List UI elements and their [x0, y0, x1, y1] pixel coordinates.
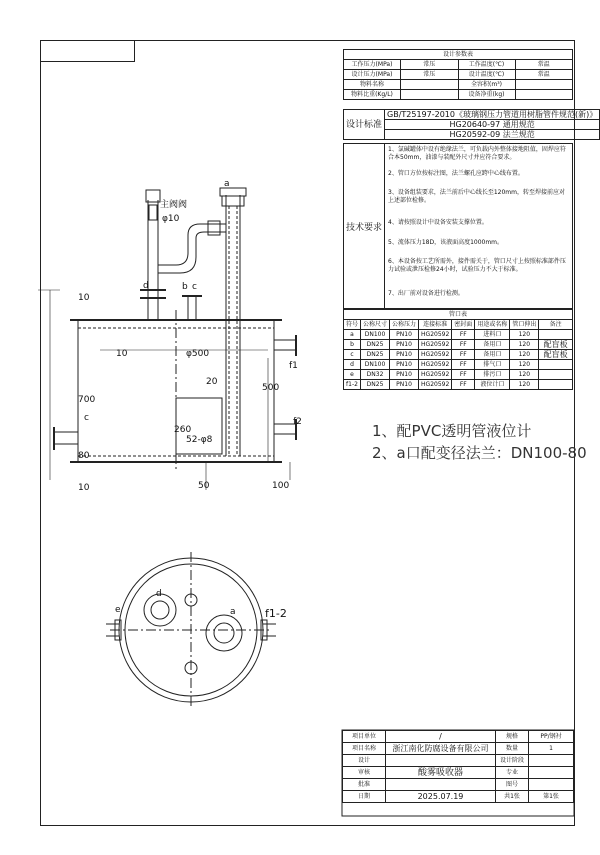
requirement-item: 1、氯碱罐体中设有绝缘法兰，可负载内外整体接地阻值，固焊应符合本50mm，油漆与装配外尺寸并应符合要求。 — [388, 146, 566, 161]
label-f2: f2 — [293, 417, 302, 427]
requirement-item: 5、流体压力18D，该液面高度1000mm。 — [388, 239, 504, 246]
label-d: d — [143, 281, 149, 291]
nozzle-table-header: 符号 公称尺寸 公称压力 连接标准 密封面 用途或名称 管口伸出 备注 — [344, 320, 573, 330]
title-block — [342, 730, 574, 803]
nozzle-table-title: 管口表 — [344, 310, 573, 320]
requirement-item: 4、请按照设计中设备安装支撑位置。 — [388, 219, 488, 226]
plan-nozzle-d-bore — [151, 601, 169, 619]
dim-500: 500 — [262, 383, 280, 393]
plan-nozzle-a — [206, 615, 242, 651]
table-row: 物料比重(Kg/L) 设备净重(kg) — [344, 90, 573, 100]
design-standard-label: 设计标准 — [344, 110, 385, 140]
drawing-date: 2025.07.19 — [386, 791, 496, 803]
table-row: 项目单位 / 规格 PP/钢衬 — [343, 731, 574, 743]
label-c-side: c — [84, 413, 89, 423]
table-row: 日期 2025.07.19 共1张 第1张 — [343, 791, 574, 803]
plan-nozzle-a-bore — [214, 623, 234, 643]
vent-neck — [149, 205, 157, 220]
connector-pipe — [158, 224, 226, 265]
table-row: 物料名称 全容积(m³) — [344, 80, 573, 90]
label-valve: 主阀阀 — [160, 200, 188, 210]
table-row: 工作压力(MPa) 常压 工作温度(℃) 常温 — [344, 60, 573, 70]
label-f1: f1 — [289, 361, 298, 371]
standard-item: HG20640-97 通用规范 — [385, 120, 600, 130]
note-2: 2、a口配变径法兰：DN100-80 — [372, 444, 587, 462]
label-d-plan: d — [156, 589, 162, 599]
requirement-item: 2、管口方位按标注图，法兰螺孔应跨中心线布置。 — [388, 170, 524, 177]
label-valve-size: φ10 — [162, 214, 180, 224]
valve-body — [208, 221, 220, 235]
table-row: 批准 图号 — [343, 779, 574, 791]
table-row: b DN25 PN10 HG20592 FF 备用口 120 配盲板 — [344, 340, 573, 350]
connector-pipe — [158, 232, 226, 273]
dim-260: 260 — [174, 425, 192, 435]
standard-item: HG20592-09 法兰规范 — [385, 130, 600, 140]
dim-10-bot: 10 — [78, 483, 90, 493]
dim-100: 100 — [272, 481, 290, 491]
table-row: a DN100 PN10 HG20592 FF 进料口 120 — [344, 330, 573, 340]
label-c-top: c — [192, 282, 197, 292]
tech-requirements-label: 技术要求 — [344, 144, 385, 308]
label-b: b — [182, 282, 188, 292]
requirement-item: 6、本设备按工艺所需外，接件需关于，管口尺寸上按照标准部件压力试验或泄压检修24小时，试验压力不大于标准。 — [388, 258, 566, 273]
table-row: 设计 设计阶段 — [343, 755, 574, 767]
design-params-title: 设计参数表 — [344, 50, 573, 60]
table-row: d DN100 PN10 HG20592 FF 排气口 120 — [344, 360, 573, 370]
table-row: f1-2 DN25 PN10 HG20592 FF 液位计口 120 — [344, 380, 573, 390]
label-a-plan: a — [230, 607, 236, 617]
dim-20: 20 — [206, 377, 218, 387]
requirement-item: 3、设备组装要求，法兰前后中心线长至120mm，转至焊接前应对上述部位检修。 — [388, 189, 565, 204]
flange-a — [220, 188, 246, 196]
equipment-name: 酸雾吸收器 — [386, 767, 496, 779]
dim-dia500: φ500 — [186, 349, 210, 359]
dim-50: 50 — [198, 481, 210, 491]
table-row: e DN32 PN10 HG20592 FF 排污口 120 — [344, 370, 573, 380]
table-row: 项目名称 浙江南化防腐设备有限公司 数量 1 — [343, 743, 574, 755]
flange-a-neck — [222, 196, 244, 206]
dim-700: 700 — [78, 395, 96, 405]
dim-10-top: 10 — [78, 293, 90, 303]
table-row: c DN25 PN10 HG20592 FF 备用口 120 配盲板 — [344, 350, 573, 360]
standard-item: GB/T25197-2010《玻璃钢压力管道用树脂管件规范(新)》 — [385, 110, 600, 120]
label-f12-plan: f1-2 — [265, 607, 287, 620]
dim-holes: 52-φ8 — [186, 435, 213, 445]
table-row: 审核 酸雾吸收器 专业 — [343, 767, 574, 779]
note-1: 1、配PVC透明管液位计 — [372, 422, 532, 440]
label-a: a — [224, 179, 230, 189]
dim-80: 80 — [78, 451, 90, 461]
label-e-plan: e — [115, 605, 121, 615]
table-row: 设计压力(MPa) 常压 设计温度(℃) 常温 — [344, 70, 573, 80]
dim-10-inner: 10 — [116, 349, 128, 359]
requirement-item: 7、出厂前对设备进行检测。 — [388, 290, 464, 297]
